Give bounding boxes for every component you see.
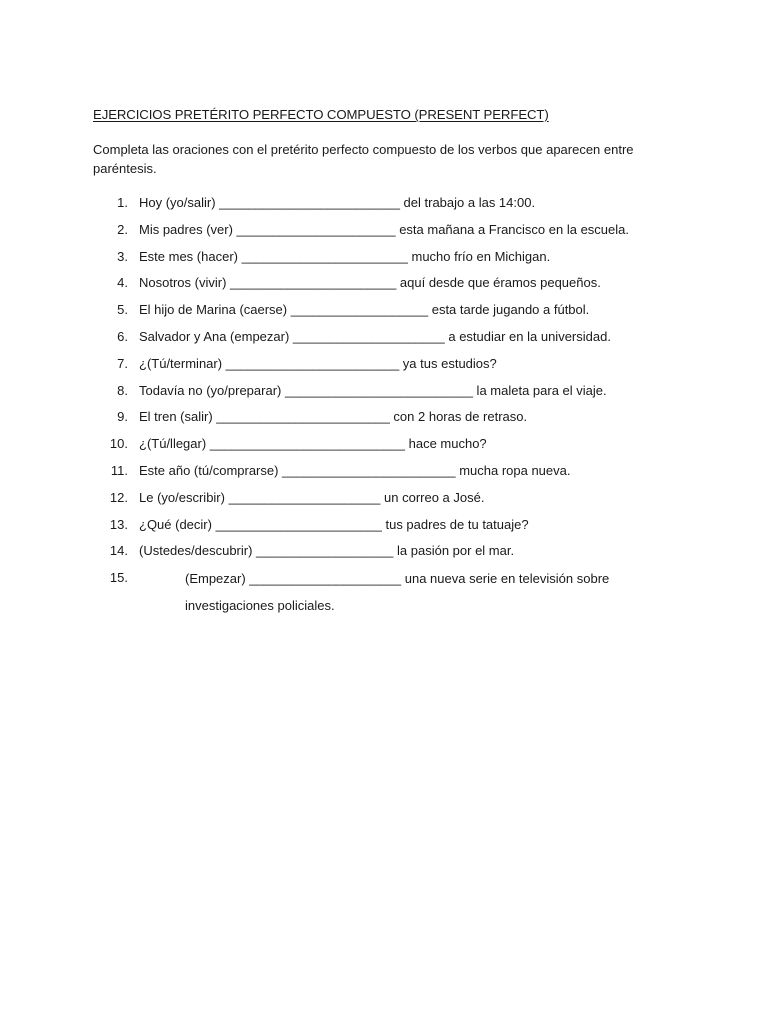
list-item [93,408,693,435]
item-sentence: Este mes (hacer) _______________________ mucho frío en Michigan. [139,248,551,264]
item-sentence: ¿Qué (decir) _______________________ tus padres de tu tatuaje? [139,516,529,532]
item-number: 3. [117,248,128,264]
item-number: 15. [109,570,128,586]
item-number: 6. [117,328,128,344]
item-number: 5. [117,302,128,318]
item-sentence: Nosotros (vivir) _______________________ aquí desde que éramos pequeños. [139,275,601,291]
item-sentence: Hoy (yo/salir) _________________________ del trabajo a las 14:00. [139,195,536,210]
item-number: 7. [117,355,128,371]
list-item [93,301,693,328]
item-sentence: ¿(Tú/llegar) ___________________________ hace mucho? [139,436,487,452]
item-number: 9. [117,409,128,425]
item-sentence: ¿(Tú/terminar) ________________________ ya tus estudios? [139,355,497,371]
item-sentence: Todavía no (yo/preparar) __________________________ la maleta para el viaje. [139,382,607,398]
item-number: 2. [117,221,128,237]
item-number: 1. [117,195,128,210]
item-sentence: Mis padres (ver) ______________________ esta mañana a Francisco en la escuela. [139,221,629,237]
item-sentence: Salvador y Ana (empezar) _____________________ a estudiar en la universidad. [139,328,611,344]
list-item [93,274,693,301]
list-item [93,328,693,355]
item-sentence: (Empezar) _____________________ una nueva serie en televisión sobre investigaciones policiales. [185,571,610,614]
item-sentence: El tren (salir) ________________________ con 2 horas de retraso. [139,409,528,425]
item-number: 13. [109,516,128,532]
page-title: EJERCICIOS PRETÉRITO PERFECTO COMPUESTO (PRESENT PERFECT) [93,107,549,122]
item-number: 4. [117,275,128,291]
item-number: 11. [110,462,128,478]
item-number: 12. [109,489,128,505]
list-item [93,355,693,382]
item-sentence: El hijo de Marina (caerse) ___________________ esta tarde jugando a fútbol. [139,302,590,318]
list-item [93,194,693,221]
exercise-list [93,194,693,623]
item-number: 8. [117,382,128,398]
item-sentence: Este año (tú/comprarse) ________________________ mucha ropa nueva. [139,462,571,478]
list-item [93,462,693,489]
list-item [93,516,693,543]
list-item [93,489,693,516]
list-item [93,569,693,623]
item-sentence: Le (yo/escribir) _____________________ un correo a José. [139,489,485,505]
list-item [93,382,693,409]
list-item [93,435,693,462]
item-sentence: (Ustedes/descubrir) ___________________ la pasión por el mar. [139,543,515,559]
list-item [93,248,693,275]
item-number: 14. [109,543,128,559]
list-item [93,221,693,248]
item-number: 10. [109,436,128,452]
instructions-paragraph: Completa las oraciones con el pretérito perfecto compuesto de los verbos que aparecen entre paréntesis. [93,142,634,176]
